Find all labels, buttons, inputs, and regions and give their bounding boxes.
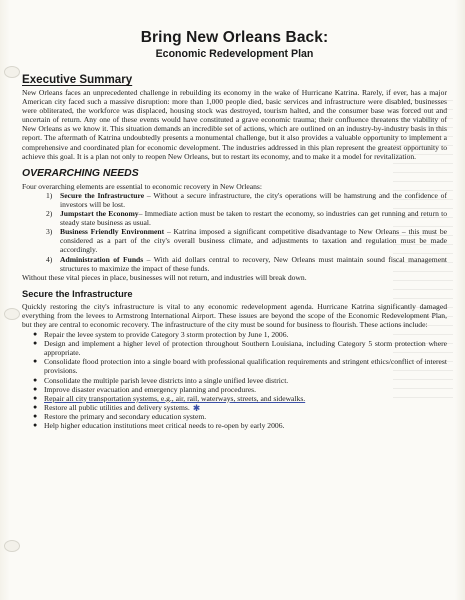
document-body	[22, 30, 447, 430]
punch-hole	[4, 540, 20, 552]
overarching-needs-list	[22, 191, 447, 273]
secure-infrastructure-heading: Secure the Infrastructure	[22, 288, 133, 299]
document-subtitle: Economic Redevelopment Plan	[155, 48, 314, 60]
list-item: ● Design and implement a higher level of protection throughout Southern Louisiana, including Category 5 storm protection where appropriate.	[33, 339, 447, 358]
bullet-icon: ●	[33, 357, 38, 366]
list-item: 2) Jumpstart the Economy– Immediate action must be taken to restart the economy, so industries can get running and return to steady state business as usual.	[46, 209, 447, 228]
overarching-needs-heading: OVERARCHING NEEDS	[22, 167, 139, 179]
secure-infrastructure-text: Quickly restoring the city's infrastructure is vital to any economic redevelopment agenda. Hurricane Katrina significantly damaged everything from the levees to Armstrong International Airport. These issues are beyond the scope of the Economic Redevelopment Plan, but they are central to economic recovery. The infrastructure of the city must be sound for business to flourish. These actions include:	[22, 301, 447, 329]
document-title: Bring New Orleans Back:	[140, 29, 329, 46]
list-item: ● Consolidate the multiple parish levee districts into a single unified levee district.	[33, 375, 289, 385]
executive-summary-heading: Executive Summary	[22, 73, 133, 86]
list-item: ● Repair the levee system to provide Category 3 storm protection by June 1, 2006.	[33, 330, 289, 340]
list-item: ● Restore the primary and secondary education system.	[33, 412, 207, 422]
list-item: ● Help higher education institutions meet critical needs to re-open by early 2006.	[33, 421, 285, 431]
list-item: ● Restore all public utilities and delivery systems. ✱	[33, 402, 201, 414]
bullet-icon: ●	[33, 412, 38, 421]
list-item: 3) Business Friendly Environment – Katrina imposed a significant competitive disadvantage to New Orleans – this must be considered as a part of the city's overall business climate, and adjustments to taxation and regulation must be made accordingly.	[46, 227, 447, 255]
bullet-icon: ●	[33, 402, 38, 411]
executive-summary-text: New Orleans faces an unprecedented challenge in rebuilding its economy in the wake of Hurricane Katrina. Rarely, if ever, has a major American city faced such a massive disruption: more than 1,000 people died, basic services and infrastructure were disabled, businesses were obliterated, the workforce was displaced, housing stock was destroyed, tourism halted, and the consumer base was forced out and uncertain of return. Any one of these events would have constituted a grave economic trauma; their confluence threatens the viability of New Orleans as we know it. This situation demands an incredible set of actions, which are outlined on an industry-by-industry basis in this report. The aftermath of Katrina undoubtedly presents a monumental challenge, but it also provides a valuable opportunity to implement a comprehensive and coordinated plan for economic development. The industries addressed in this plan represent the greatest opportunity to achieve this goal. It is a plan not only to reopen New Orleans, but to restart its economy, and to make it a model for revitalization.	[22, 88, 447, 161]
bullet-icon: ●	[33, 384, 38, 393]
bullet-icon: ●	[33, 330, 38, 339]
list-item: ● Improve disaster evacuation and emergency planning and procedures.	[33, 384, 256, 394]
bullet-icon: ●	[33, 393, 38, 402]
list-item: 1) Secure the Infrastructure – Without a secure infrastructure, the city's operations will be hamstrung and the confidence of investors will be lost.	[46, 190, 447, 209]
bullet-icon: ●	[33, 421, 38, 430]
list-item	[22, 394, 447, 403]
list-item: 4) Administration of Funds – With aid dollars central to recovery, New Orleans must maintain sound fiscal management structures to maximize the impact of these funds.	[46, 254, 447, 273]
bullet-icon: ●	[33, 375, 38, 384]
punch-hole	[4, 66, 20, 78]
punch-hole	[4, 308, 20, 320]
list-item: ● Consolidate flood protection into a single board with professional qualification requirements and stringent ethics/conflict of interest provisions.	[33, 357, 447, 376]
overarching-needs-closing: Without these vital pieces in place, businesses will not return, and industries will break down.	[22, 272, 307, 282]
pen-underlined-text: Repair all city transportation systems, e.g., air, rail, waterways, streets, and sidewalks.	[44, 393, 306, 403]
infrastructure-actions-list	[22, 330, 447, 430]
handwritten-star-icon: ✱	[192, 403, 201, 414]
bullet-icon: ●	[33, 339, 38, 348]
overarching-needs-intro: Four overarching elements are essential to economic recovery in New Orleans:	[22, 181, 262, 191]
